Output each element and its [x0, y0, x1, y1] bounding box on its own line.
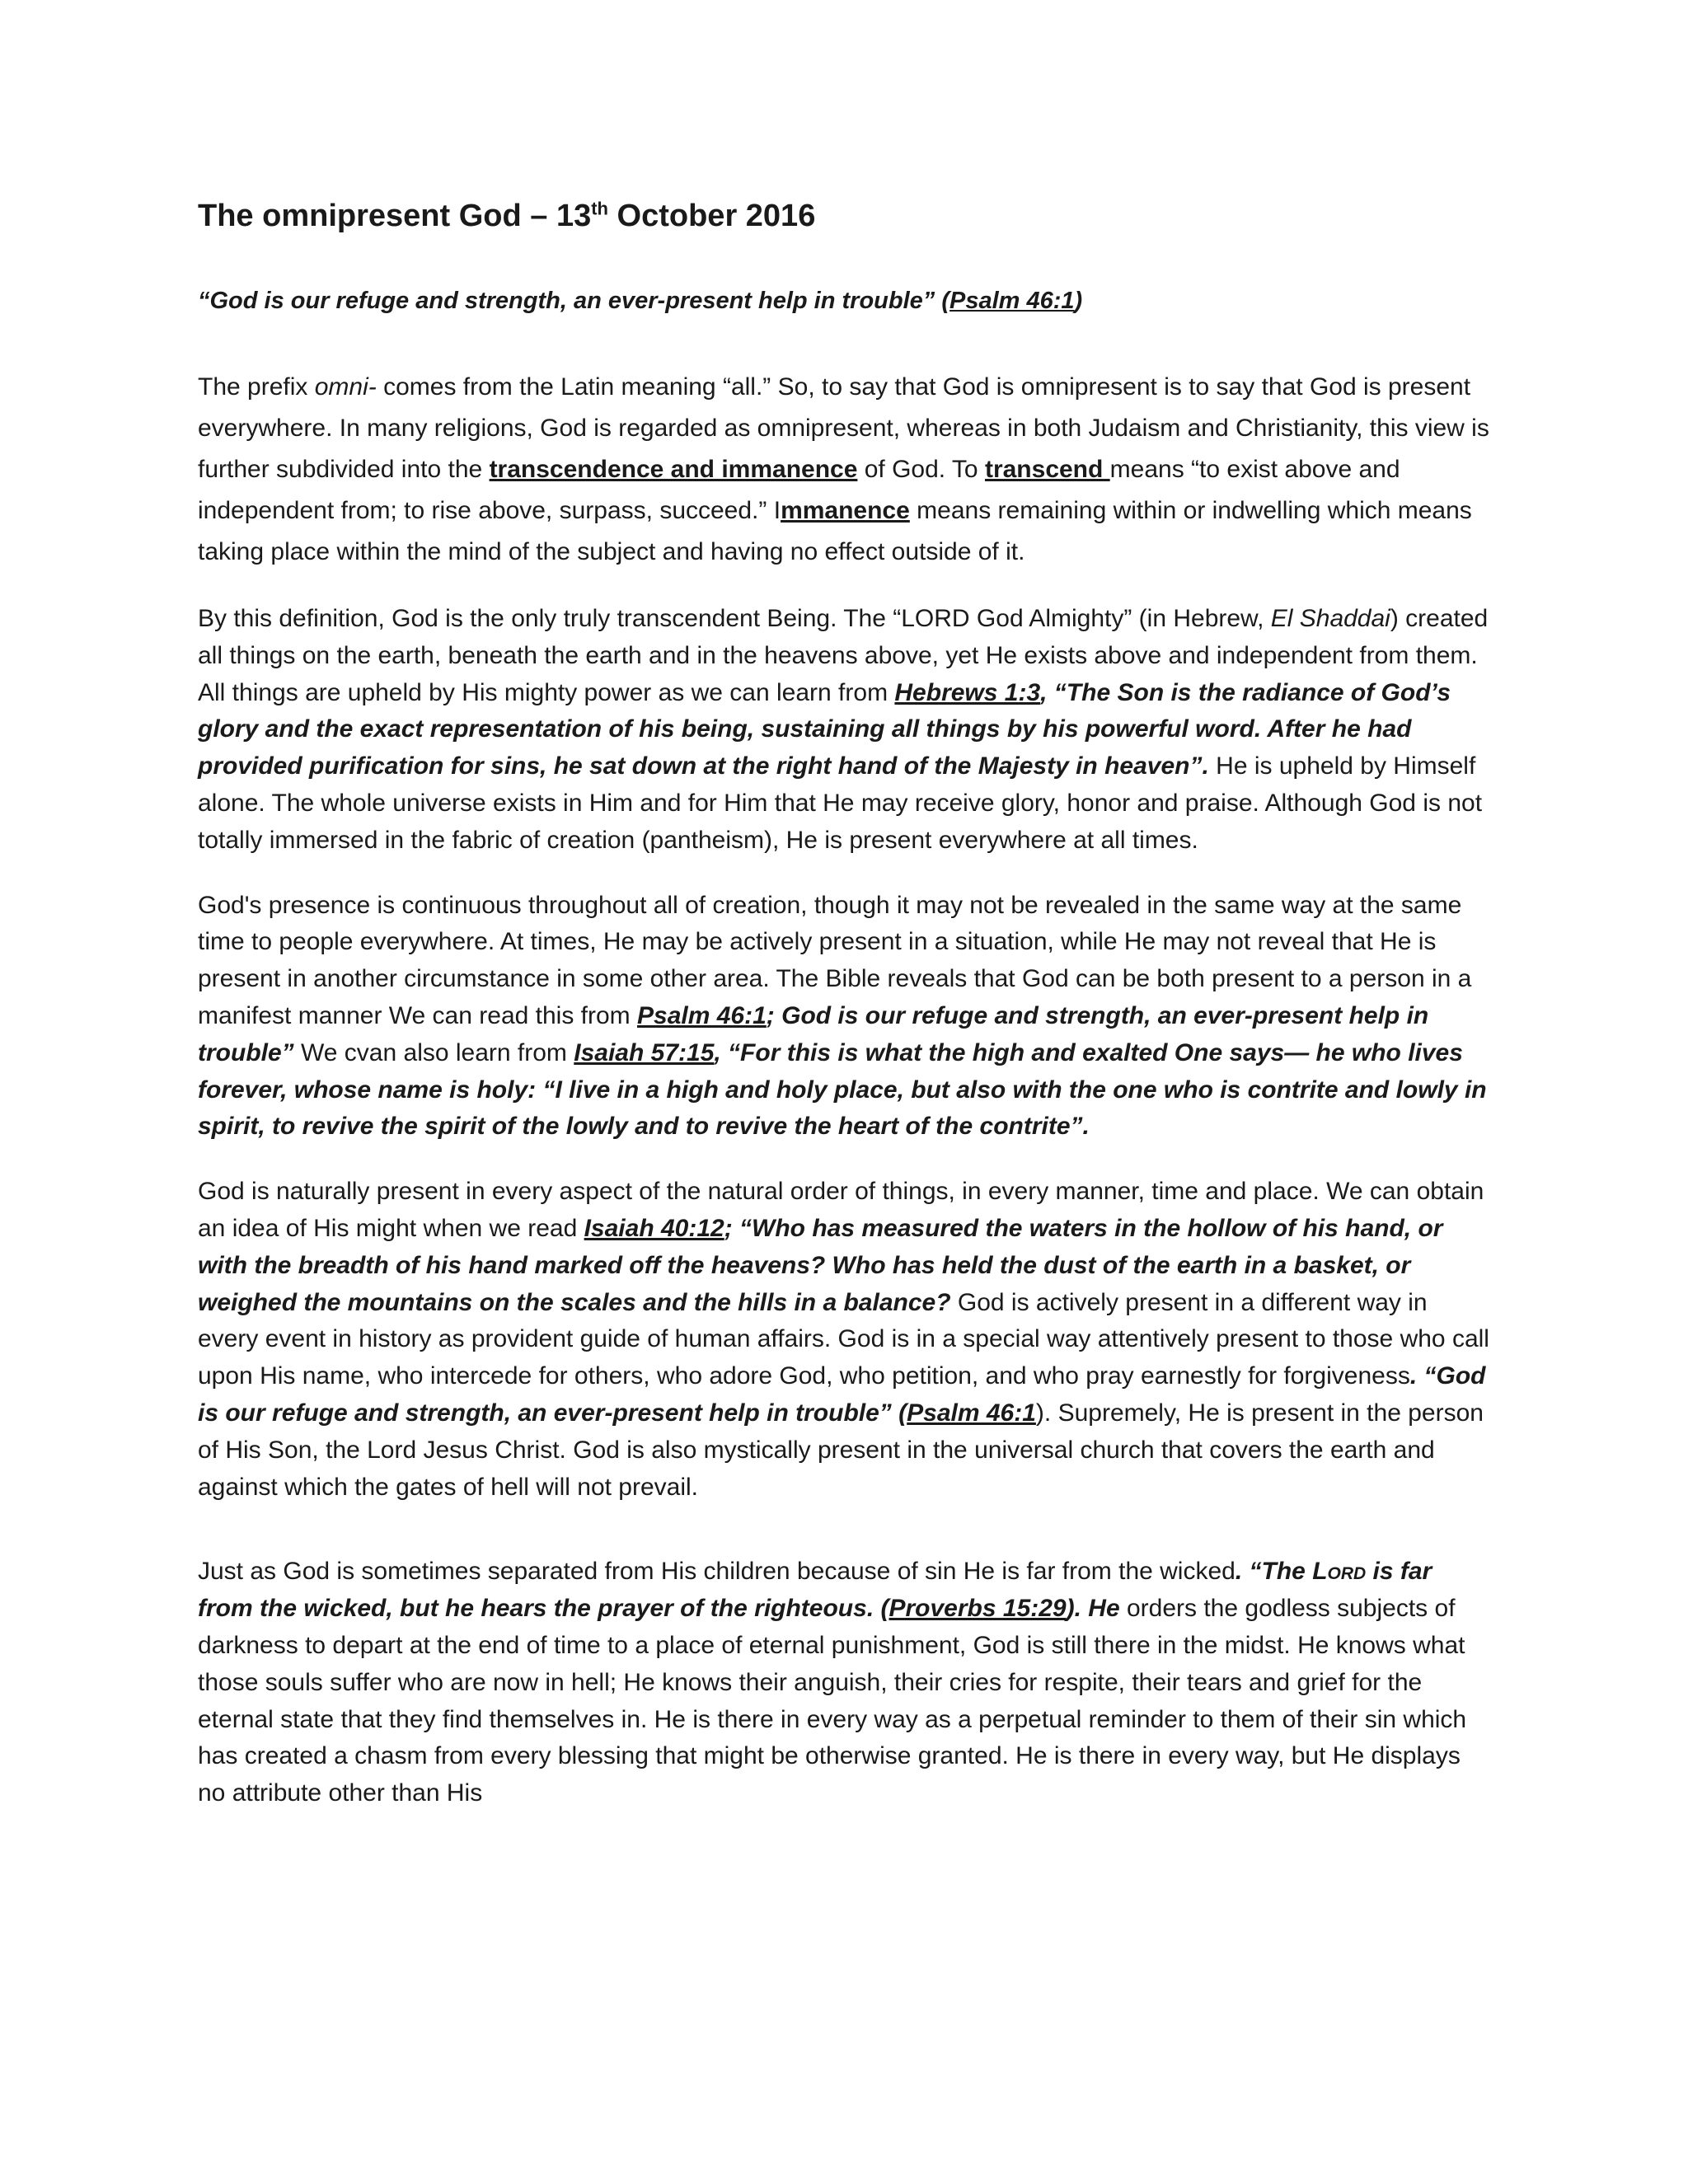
term-lord: Lord [1312, 1558, 1367, 1586]
scripture-quote-isaiah-57: , “For this is what the high and exalted One says— he who lives forever, whose name is holy: “I live in a high and holy place, but also with the one who is contrite and lowly in spirit, to revive the spirit of the lowly and to revive the heart of the contrite”. [198, 1038, 1487, 1141]
scripture-quote-hebrews: , “The Son is the radiance of God’s glory and the exact representation of his being, sustaining all things by his powerful word. After he had provided purification for sins, he sat down at the right hand of the Majesty in heaven”. [198, 678, 1451, 780]
page-title [198, 198, 1490, 236]
scripture-ref-isaiah-57: Isaiah 57:15 [574, 1038, 715, 1066]
scripture-quote-proverbs: is far from the wicked, but he hears the prayer of the righteous. ( [198, 1558, 1432, 1623]
scripture-ref-isaiah-40: Isaiah 40:12 [584, 1215, 724, 1243]
term-el-shaddai: El Shaddai [1270, 605, 1390, 633]
epigraph-quote: “God is our refuge and strength, an ever-present help in trouble” ( [198, 287, 950, 314]
epigraph-close: ) [1074, 287, 1083, 314]
scripture-quote-psalm-2: . “God is our refuge and strength, an ever-present help in trouble” ( [198, 1362, 1486, 1427]
paragraph-1: The prefix omni- comes from the Latin meaning “all.” So, to say that God is omnipresent is to say that God is present everywhere. In many religions, God is regarded as omnipresent, whereas in both Judaism and Christianity, this view is further subdivided into the transcendence and immanence of God. To transcend means “to exist above and independent from; to rise above, surpass, succeed.” Immanence means remaining within or indwelling which means taking place within the mind of the subject and having no effect outside of it. [198, 373, 1489, 566]
title-text: The omnipresent God – 13 [198, 199, 592, 233]
epigraph-reference: Psalm 46:1 [950, 287, 1075, 314]
paragraph-2: By this definition, God is the only truly transcendent Being. The “LORD God Almighty” (in Hebrew, El Shaddai) created all things on the earth, beneath the earth and in the heavens above, yet He exists above and independent from them. All things are upheld by His mighty power as we can learn from Hebrews 1:3, “The Son is the radiance of God’s glory and the exact representation of his being, sustaining all things by his powerful word. After he had provided purification for sins, he sat down at the right hand of the Majesty in heaven”. He is upheld by Himself alone. The whole universe exists in Him and for Him that He may receive glory, honor and praise. Although God is not totally immersed in the fabric of creation (pantheism), He is present everywhere at all times. [198, 605, 1489, 854]
scripture-quote-isaiah-40: ; “Who has measured the waters in the hollow of his hand, or with the breadth of his hand marked off the heavens? Who has held the dust of the earth in a basket, or weighed the mountains on the scales and the hills in a balance? [198, 1215, 1443, 1316]
scripture-ref-proverbs: Proverbs 15:29 [889, 1595, 1067, 1623]
paragraph-3: God's presence is continuous throughout all of creation, though it may not be revealed in the same way at the same time to people everywhere. At times, He may be actively present in a situation, while He may not reveal that He is present in another circumstance in some other area. The Bible reveals that God can be both present to a person in a manifest manner We can read this from Psalm 46:1; God is our refuge and strength, an ever-present help in trouble” We cvan also learn from Isaiah 57:15, “For this is what the high and exalted One says— he who lives forever, whose name is holy: “I live in a high and holy place, but also with the one who is contrite and lowly in spirit, to revive the spirit of the lowly and to revive the heart of the contrite”. [198, 891, 1487, 1141]
scripture-ref-psalm: Psalm 46:1 [637, 1002, 767, 1030]
epigraph [198, 284, 1490, 320]
term-immanence: mmanence [781, 497, 910, 525]
paragraph-5: Just as God is sometimes separated from His children because of sin He is far from the wicked. “The Lord is far from the wicked, but he hears the prayer of the righteous. (Proverbs 15:29). He orders the godless subjects of darkness to depart at the end of time to a place of eternal punishment, God is still there in the midst. He knows what those souls suffer who are now in hell; He knows their anguish, their cries for respite, their tears and grief for the eternal state that they find themselves in. He is there in every way as a perpetual reminder to them of their sin which has created a chasm from every blessing that might be otherwise granted. He is there in every way, but He displays no attribute other than His [198, 1558, 1467, 1807]
title-superscript: th [591, 198, 608, 219]
scripture-ref-hebrews: Hebrews 1:3 [894, 678, 1041, 706]
term-transcendence-immanence: transcendence and immanence [489, 456, 858, 484]
title-date: October 2016 [607, 199, 816, 233]
paragraph-4: God is naturally present in every aspect of the natural order of things, in every manner, time and place. We can obtain an idea of His might when we read Isaiah 40:12; “Who has measured the waters in the hollow of his hand, or with the breadth of his hand marked off the heavens? Who has held the dust of the earth in a basket, or weighed the mountains on the scales and the hills in a balance? God is actively present in a different way in every event in history as provident guide of human affairs. God is in a special way attentively present to those who call upon His name, who intercede for others, who adore God, who petition, and who pray earnestly for forgiveness. “God is our refuge and strength, an ever-present help in trouble” (Psalm 46:1). Supremely, He is present in the person of His Son, the Lord Jesus Christ. God is also mystically present in the universal church that covers the earth and against which the gates of hell will not prevail. [198, 1178, 1489, 1501]
scripture-quote-psalm: ; God is our refuge and strength, an ever-present help in trouble” [198, 1002, 1429, 1066]
term-transcend: transcend [984, 456, 1110, 484]
term-omni: omni- [314, 373, 377, 401]
scripture-ref-psalm-2: Psalm 46:1 [907, 1399, 1036, 1427]
